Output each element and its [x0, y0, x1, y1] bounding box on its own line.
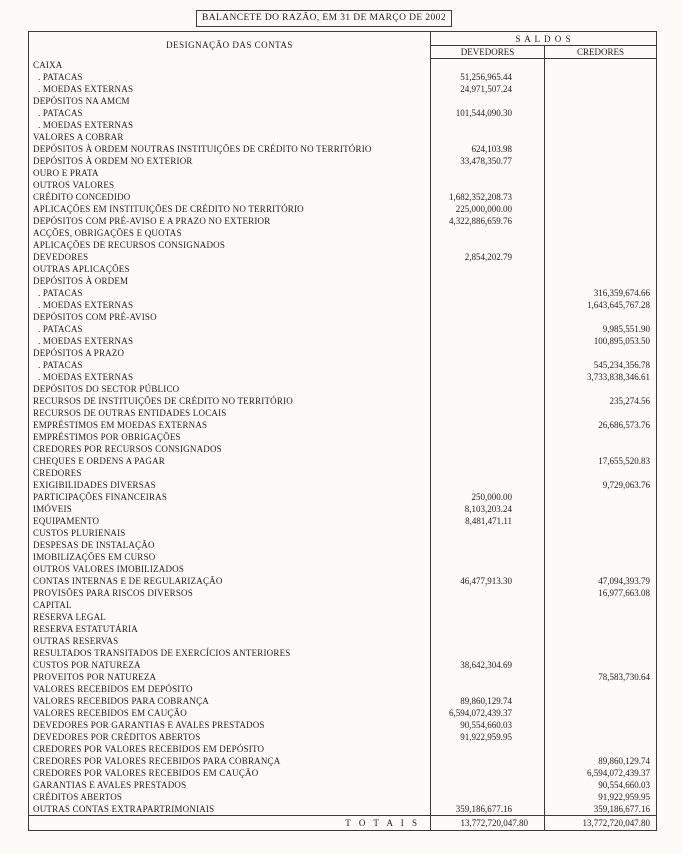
- table-row: [29, 263, 657, 275]
- table-row: [29, 515, 657, 527]
- credores-value: [545, 155, 657, 167]
- devedores-value: [431, 179, 545, 191]
- account-label: PROVISÕES PARA RISCOS DIVERSOS: [29, 587, 431, 599]
- devedores-value: [431, 59, 545, 71]
- credores-value: [545, 215, 657, 227]
- credores-value: [545, 599, 657, 611]
- credores-value: [545, 707, 657, 719]
- account-label: VALORES A COBRAR: [29, 131, 431, 143]
- devedores-value: [431, 419, 545, 431]
- account-label: RESERVA ESTATUTÁRIA: [29, 623, 431, 635]
- credores-value: [545, 623, 657, 635]
- table-row: [29, 215, 657, 227]
- credores-value: [545, 503, 657, 515]
- devedores-value: [431, 131, 545, 143]
- table-row: [29, 635, 657, 647]
- credores-value: [545, 635, 657, 647]
- devedores-value: 38,642,304.69: [431, 659, 545, 671]
- devedores-value: [431, 167, 545, 179]
- table-row: [29, 299, 657, 311]
- column-header-saldos: S A L D O S: [431, 32, 657, 46]
- table-row: [29, 359, 657, 371]
- credores-value: [545, 311, 657, 323]
- table-row: [29, 131, 657, 143]
- table-row: [29, 371, 657, 383]
- table-row: [29, 503, 657, 515]
- table-row: [29, 527, 657, 539]
- table-row: [29, 251, 657, 263]
- devedores-value: [431, 95, 545, 107]
- devedores-value: [431, 611, 545, 623]
- devedores-value: 8,481,471.11: [431, 515, 545, 527]
- credores-value: [545, 515, 657, 527]
- credores-value: [545, 695, 657, 707]
- account-label: OUTROS VALORES: [29, 179, 431, 191]
- devedores-value: [431, 539, 545, 551]
- document-title: BALANCETE DO RAZÃO, EM 31 DE MARÇO DE 2002: [196, 10, 452, 27]
- credores-value: 16,977,663.08: [598, 587, 650, 598]
- credores-value: [545, 179, 657, 191]
- devedores-value: 4,322,886,659.76: [431, 215, 545, 227]
- devedores-value: 24,971,507.24: [431, 83, 545, 95]
- table-row: [29, 623, 657, 635]
- table-row: [29, 671, 657, 683]
- credores-value: [545, 95, 657, 107]
- table-row: [29, 323, 657, 335]
- table-row: [29, 455, 657, 467]
- table-row: [29, 683, 657, 695]
- table-row: [29, 167, 657, 179]
- devedores-value: 33,478,350.77: [431, 155, 545, 167]
- account-label: . MOEDAS EXTERNAS: [29, 299, 431, 311]
- account-label: VALORES RECEBIDOS EM DEPÓSITO: [29, 683, 431, 695]
- account-label: IMÓVEIS: [29, 503, 431, 515]
- credores-value: [545, 551, 657, 563]
- devedores-value: 91,922,959.95: [431, 731, 545, 743]
- table-row: [29, 539, 657, 551]
- credores-value: [545, 275, 657, 287]
- table-row: [29, 383, 657, 395]
- table-row: [29, 239, 657, 251]
- credores-value: [545, 119, 657, 131]
- table-row: [29, 743, 657, 755]
- table-row: [29, 119, 657, 131]
- devedores-value: [431, 647, 545, 659]
- devedores-value: 250,000.00: [431, 491, 545, 503]
- credores-value: [545, 431, 657, 443]
- devedores-value: [431, 263, 545, 275]
- credores-value: [545, 239, 657, 251]
- totals-credores-value: 13,772,720,047.80: [545, 815, 657, 830]
- devedores-value: [431, 767, 545, 779]
- table-row: [29, 71, 657, 83]
- table-row: [29, 95, 657, 107]
- account-label: . PATACAS: [29, 71, 431, 83]
- accounts-table-body: [29, 59, 657, 816]
- table-row: [29, 479, 657, 491]
- credores-value: 9,985,551.90: [602, 323, 650, 334]
- devedores-value: 359,186,677.16: [431, 803, 545, 816]
- account-label: IMOBILIZAÇÕES EM CURSO: [29, 551, 431, 563]
- table-row: [29, 491, 657, 503]
- devedores-value: [431, 383, 545, 395]
- account-label: CREDORES POR RECURSOS CONSIGNADOS: [29, 443, 431, 455]
- devedores-value: [431, 443, 545, 455]
- devedores-value: 51,256,965.44: [431, 71, 545, 83]
- credores-value: 1,643,645,767.28: [587, 299, 650, 310]
- table-row: [29, 179, 657, 191]
- credores-value: [545, 107, 657, 119]
- credores-value: [545, 203, 657, 215]
- account-label: . PATACAS: [29, 323, 431, 335]
- table-row: [29, 311, 657, 323]
- table-row: [29, 611, 657, 623]
- account-label: DEPÓSITOS COM PRÉ-AVISO: [29, 311, 431, 323]
- table-row: [29, 395, 657, 407]
- devedores-value: [431, 635, 545, 647]
- account-label: DEPÓSITOS À ORDEM NOUTRAS INSTITUIÇÕES DE CRÉDITO NO TERRITÓRIO: [29, 143, 431, 155]
- credores-value: [545, 719, 657, 731]
- account-label: DEPÓSITOS À ORDEM: [29, 275, 431, 287]
- table-row: [29, 275, 657, 287]
- devedores-value: [431, 467, 545, 479]
- account-label: CREDORES: [29, 467, 431, 479]
- balance-table: [28, 31, 657, 831]
- account-label: CUSTOS POR NATUREZA: [29, 659, 431, 671]
- account-label: DEPÓSITOS COM PRÉ-AVISO E A PRAZO NO EXTERIOR: [29, 215, 431, 227]
- devedores-value: [431, 479, 545, 491]
- table-row: [29, 143, 657, 155]
- table-row: [29, 659, 657, 671]
- account-label: EMPRÉSTIMOS EM MOEDAS EXTERNAS: [29, 419, 431, 431]
- devedores-value: 46,477,913.30: [431, 575, 545, 587]
- account-label: PROVEITOS POR NATUREZA: [29, 671, 431, 683]
- account-label: VALORES RECEBIDOS EM CAUÇÃO: [29, 707, 431, 719]
- table-row: [29, 347, 657, 359]
- credores-value: [545, 143, 657, 155]
- credores-value: 3,733,838,346.61: [587, 371, 650, 382]
- account-label: PARTICIPAÇÕES FINANCEIRAS: [29, 491, 431, 503]
- credores-value: 78,583,730.64: [598, 671, 650, 682]
- account-label: EXIGIBILIDADES DIVERSAS: [29, 479, 431, 491]
- devedores-value: [431, 311, 545, 323]
- account-label: DEPÓSITOS À ORDEM NO EXTERIOR: [29, 155, 431, 167]
- account-label: . MOEDAS EXTERNAS: [29, 371, 431, 383]
- balance-table-header: [29, 32, 657, 59]
- account-label: OURO E PRATA: [29, 167, 431, 179]
- account-label: DEVEDORES POR GARANTIAS E AVALES PRESTADOS: [29, 719, 431, 731]
- devedores-value: 89,860,129.74: [431, 695, 545, 707]
- credores-value: 100,895,053.50: [593, 335, 650, 346]
- account-label: GARANTIAS E AVALES PRESTADOS: [29, 779, 431, 791]
- account-label: DEVEDORES POR CRÉDITOS ABERTOS: [29, 731, 431, 743]
- credores-value: 89,860,129.74: [598, 755, 650, 766]
- devedores-value: [431, 743, 545, 755]
- devedores-value: [431, 335, 545, 347]
- account-label: CRÉDITOS ABERTOS: [29, 791, 431, 803]
- table-row: [29, 335, 657, 347]
- credores-value: [545, 647, 657, 659]
- table-row: [29, 287, 657, 299]
- devedores-value: [431, 407, 545, 419]
- credores-value: 26,686,573.76: [598, 419, 650, 430]
- account-label: CREDORES POR VALORES RECEBIDOS EM DEPÓSITO: [29, 743, 431, 755]
- account-label: DEPÓSITOS A PRAZO: [29, 347, 431, 359]
- credores-value: [545, 491, 657, 503]
- table-row: [29, 647, 657, 659]
- table-row: [29, 467, 657, 479]
- column-header-devedores: DEVEDORES: [431, 46, 545, 59]
- account-label: APLICAÇÕES DE RECURSOS CONSIGNADOS: [29, 239, 431, 251]
- devedores-value: [431, 395, 545, 407]
- account-label: EMPRÉSTIMOS POR OBRIGAÇÕES: [29, 431, 431, 443]
- credores-value: [545, 263, 657, 275]
- table-row: [29, 431, 657, 443]
- credores-value: [545, 443, 657, 455]
- credores-value: [545, 539, 657, 551]
- account-label: CUSTOS PLURIENAIS: [29, 527, 431, 539]
- table-row: [29, 587, 657, 599]
- credores-value: 545,234,356.78: [593, 359, 650, 370]
- credores-value: 91,922,959.95: [598, 791, 650, 802]
- devedores-value: 8,103,203.24: [431, 503, 545, 515]
- credores-value: 17,655,520.83: [598, 455, 650, 466]
- credores-value: [545, 71, 657, 83]
- devedores-value: [431, 455, 545, 467]
- account-label: OUTRAS RESERVAS: [29, 635, 431, 647]
- devedores-value: [431, 119, 545, 131]
- credores-value: [545, 227, 657, 239]
- account-label: CRÉDITO CONCEDIDO: [29, 191, 431, 203]
- devedores-value: [431, 347, 545, 359]
- account-label: CAPITAL: [29, 599, 431, 611]
- devedores-value: [431, 563, 545, 575]
- devedores-value: [431, 755, 545, 767]
- credores-value: 235,274.56: [609, 395, 650, 406]
- account-label: . PATACAS: [29, 287, 431, 299]
- devedores-value: [431, 227, 545, 239]
- account-label: . PATACAS: [29, 107, 431, 119]
- account-label: ACÇÕES, OBRIGAÇÕES E QUOTAS: [29, 227, 431, 239]
- credores-value: [545, 731, 657, 743]
- account-label: RECURSOS DE INSTITUIÇÕES DE CRÉDITO NO TERRITÓRIO: [29, 395, 431, 407]
- credores-value: [545, 131, 657, 143]
- table-row: [29, 203, 657, 215]
- devedores-value: [431, 683, 545, 695]
- table-row: [29, 803, 657, 816]
- credores-value: [545, 659, 657, 671]
- totals-devedores-value: 13,772,720,047.80: [431, 815, 545, 830]
- credores-value: [545, 191, 657, 203]
- devedores-value: 90,554,660.03: [431, 719, 545, 731]
- credores-value: [545, 83, 657, 95]
- account-label: RESERVA LEGAL: [29, 611, 431, 623]
- table-row: [29, 443, 657, 455]
- devedores-value: 2,854,202.79: [431, 251, 545, 263]
- table-row: [29, 575, 657, 587]
- devedores-value: [431, 623, 545, 635]
- account-label: DEPÓSITOS DO SECTOR PÚBLICO: [29, 383, 431, 395]
- devedores-value: 624,103.98: [431, 143, 545, 155]
- devedores-value: [431, 599, 545, 611]
- credores-value: [545, 743, 657, 755]
- account-label: CREDORES POR VALORES RECEBIDOS EM CAUÇÃO: [29, 767, 431, 779]
- table-row: [29, 767, 657, 779]
- table-row: [29, 551, 657, 563]
- totals-row: [29, 815, 657, 830]
- account-label: CONTAS INTERNAS E DE REGULARIZAÇÃO: [29, 575, 431, 587]
- table-row: [29, 59, 657, 71]
- devedores-value: [431, 779, 545, 791]
- column-header-credores: CREDORES: [545, 46, 657, 59]
- account-label: APLICAÇÕES EM INSTITUIÇÕES DE CRÉDITO NO TERRITÓRIO: [29, 203, 431, 215]
- table-row: [29, 419, 657, 431]
- credores-value: [545, 407, 657, 419]
- totals-label: T O T A I S: [29, 815, 431, 830]
- table-row: [29, 755, 657, 767]
- credores-value: 316,359,674.66: [593, 287, 650, 298]
- devedores-value: [431, 299, 545, 311]
- devedores-value: [431, 323, 545, 335]
- account-label: DESPESAS DE INSTALAÇÃO: [29, 539, 431, 551]
- account-label: CREDORES POR VALORES RECEBIDOS PARA COBRANÇA: [29, 755, 431, 767]
- table-row: [29, 731, 657, 743]
- account-label: RECURSOS DE OUTRAS ENTIDADES LOCAIS: [29, 407, 431, 419]
- account-label: RESULTADOS TRANSITADOS DE EXERCÍCIOS ANTERIORES: [29, 647, 431, 659]
- devedores-value: [431, 371, 545, 383]
- table-row: [29, 83, 657, 95]
- table-row: [29, 695, 657, 707]
- table-row: [29, 155, 657, 167]
- table-row: [29, 191, 657, 203]
- credores-value: [545, 611, 657, 623]
- devedores-value: [431, 671, 545, 683]
- credores-value: [545, 251, 657, 263]
- devedores-value: 101,544,090.30: [431, 107, 545, 119]
- account-label: CAIXA: [29, 59, 431, 71]
- table-row: [29, 407, 657, 419]
- account-label: . MOEDAS EXTERNAS: [29, 83, 431, 95]
- credores-value: 9,729,063.76: [602, 479, 650, 490]
- credores-value: [545, 167, 657, 179]
- credores-value: [545, 683, 657, 695]
- devedores-value: [431, 527, 545, 539]
- column-header-designacao: DESIGNAÇÃO DAS CONTAS: [29, 32, 431, 59]
- devedores-value: [431, 587, 545, 599]
- account-label: CHEQUES E ORDENS A PAGAR: [29, 455, 431, 467]
- devedores-value: 1,682,352,208.73: [431, 191, 545, 203]
- table-row: [29, 779, 657, 791]
- credores-value: [545, 527, 657, 539]
- account-label: OUTRAS APLICAÇÕES: [29, 263, 431, 275]
- credores-value: [545, 383, 657, 395]
- account-label: OUTRAS CONTAS EXTRAPARTRIMONIAIS: [29, 803, 431, 816]
- devedores-value: [431, 431, 545, 443]
- account-label: EQUIPAMENTO: [29, 515, 431, 527]
- table-row: [29, 107, 657, 119]
- account-label: DEPÓSITOS NA AMCM: [29, 95, 431, 107]
- credores-value: 47,094,393.79: [598, 575, 650, 586]
- account-label: DEVEDORES: [29, 251, 431, 263]
- account-label: VALORES RECEBIDOS PARA COBRANÇA: [29, 695, 431, 707]
- devedores-value: [431, 239, 545, 251]
- account-label: OUTROS VALORES IMOBILIZADOS: [29, 563, 431, 575]
- account-label: . MOEDAS EXTERNAS: [29, 335, 431, 347]
- credores-value: [545, 563, 657, 575]
- devedores-value: [431, 791, 545, 803]
- account-label: . MOEDAS EXTERNAS: [29, 119, 431, 131]
- credores-value: 6,594,072,439.37: [587, 767, 650, 778]
- credores-value: [545, 59, 657, 71]
- table-row: [29, 791, 657, 803]
- devedores-value: [431, 551, 545, 563]
- devedores-value: 225,000,000.00: [431, 203, 545, 215]
- table-row: [29, 563, 657, 575]
- devedores-value: [431, 287, 545, 299]
- credores-value: [545, 347, 657, 359]
- devedores-value: 6,594,072,439.37: [431, 707, 545, 719]
- credores-value: 90,554,660.03: [598, 779, 650, 790]
- table-row: [29, 707, 657, 719]
- devedores-value: [431, 359, 545, 371]
- devedores-value: [431, 275, 545, 287]
- credores-value: [545, 467, 657, 479]
- account-label: . PATACAS: [29, 359, 431, 371]
- table-row: [29, 227, 657, 239]
- table-row: [29, 599, 657, 611]
- credores-value: 359,186,677.16: [593, 803, 650, 814]
- table-row: [29, 719, 657, 731]
